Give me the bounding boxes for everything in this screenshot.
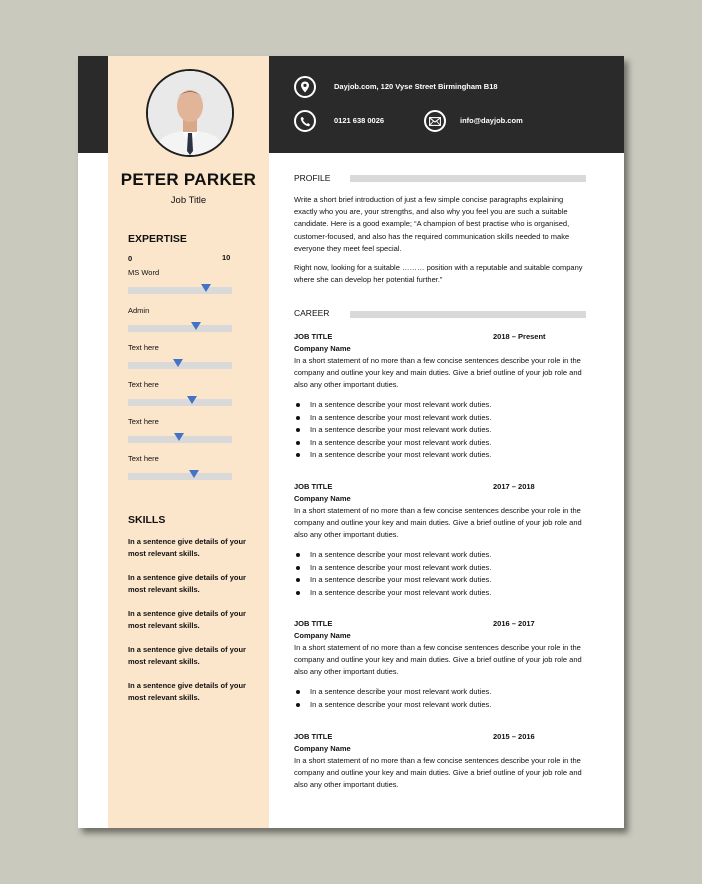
company-name: Company Name <box>294 631 351 640</box>
scale-max: 10 <box>222 253 231 262</box>
duty-item: In a sentence describe your most relevant work duties. <box>310 449 590 462</box>
job-summary: In a short statement of no more than a few concise sentences describe your role in the company and outline your key and main duties. Give a brief outline of your job role and also any other important duties. <box>294 643 582 677</box>
duties-list <box>294 399 590 462</box>
expertise-bar <box>128 362 232 369</box>
job-header <box>294 482 586 491</box>
map-pin-icon <box>294 76 316 98</box>
duty-item: In a sentence describe your most relevant work duties. <box>310 574 590 587</box>
company-name: Company Name <box>294 744 351 753</box>
expertise-label: Text here <box>128 454 159 463</box>
job-dates: 2018 – Present <box>493 332 546 341</box>
expertise-bar <box>128 473 232 480</box>
job-dates: 2017 – 2018 <box>493 482 535 491</box>
job-header <box>294 332 586 341</box>
duties-list <box>294 549 590 599</box>
candidate-job-title: Job Title <box>170 195 207 206</box>
job-header <box>294 619 586 628</box>
job-header <box>294 732 586 741</box>
expertise-bar <box>128 287 232 294</box>
duty-item: In a sentence describe your most relevant work duties. <box>310 699 590 712</box>
profile-heading: PROFILE <box>294 173 331 183</box>
envelope-icon <box>424 110 446 132</box>
job-summary: In a short statement of no more than a few concise sentences describe your role in the company and outline your key and main duties. Give a brief outline of your job role and also any other important duties. <box>294 756 582 790</box>
scale-min: 0 <box>128 254 133 263</box>
skills-heading: SKILLS <box>128 514 166 526</box>
duties-list <box>294 686 590 711</box>
company-name: Company Name <box>294 494 351 503</box>
expertise-bar <box>128 436 232 443</box>
company-name: Company Name <box>294 344 351 353</box>
duty-item: In a sentence describe your most relevant work duties. <box>310 587 590 600</box>
duty-item: In a sentence describe your most relevant work duties. <box>310 549 590 562</box>
expertise-label: MS Word <box>128 268 160 277</box>
expertise-bar <box>128 399 232 406</box>
skill-item: In a sentence give details of your most relevant skills. <box>128 609 246 630</box>
expertise-level-marker <box>173 359 183 367</box>
skill-item: In a sentence give details of your most relevant skills. <box>128 537 246 558</box>
skill-item: In a sentence give details of your most relevant skills. <box>128 573 246 594</box>
duty-item: In a sentence describe your most relevant work duties. <box>310 437 590 450</box>
expertise-level-marker <box>187 396 197 404</box>
expertise-label: Text here <box>128 343 159 352</box>
contact-email: info@dayjob.com <box>460 116 523 125</box>
candidate-name: PETER PARKER <box>120 170 257 189</box>
expertise-level-marker <box>201 284 211 292</box>
expertise-heading: EXPERTISE <box>128 233 187 245</box>
job-title: JOB TITLE <box>294 482 333 491</box>
job-dates: 2015 – 2016 <box>493 732 535 741</box>
job-title: JOB TITLE <box>294 619 333 628</box>
duty-item: In a sentence describe your most relevant work duties. <box>310 399 590 412</box>
profile-rule <box>350 175 586 182</box>
phone-icon <box>294 110 316 132</box>
skill-item: In a sentence give details of your most relevant skills. <box>128 645 246 666</box>
duty-item: In a sentence describe your most relevant work duties. <box>310 412 590 425</box>
duty-item: In a sentence describe your most relevant work duties. <box>310 424 590 437</box>
expertise-bar <box>128 325 232 332</box>
duty-item: In a sentence describe your most relevant work duties. <box>310 686 590 699</box>
profile-photo <box>146 69 234 157</box>
profile-paragraph-1: Write a short brief introduction of just a few simple concise paragraphs explaining exactly who you are, your strengths, and also why you feel you are such a suitable candidate. Here is a good example; “A champion of best practise who is organised, customer-focused, and also has the required communication skills needed to make everyone they meet feel special. <box>294 195 570 253</box>
job-summary: In a short statement of no more than a few concise sentences describe your role in the company and outline your key and main duties. Give a brief outline of your job role and also any other important duties. <box>294 506 582 540</box>
expertise-level-marker <box>191 322 201 330</box>
contact-address: Dayjob.com, 120 Vyse Street Birmingham B18 <box>334 82 498 91</box>
job-summary: In a short statement of no more than a few concise sentences describe your role in the company and outline your key and main duties. Give a brief outline of your job role and also any other important duties. <box>294 356 582 390</box>
job-dates: 2016 – 2017 <box>493 619 535 628</box>
expertise-level-marker <box>174 433 184 441</box>
expertise-label: Text here <box>128 380 159 389</box>
skill-item: In a sentence give details of your most relevant skills. <box>128 681 246 702</box>
resume-page <box>78 56 624 828</box>
job-title: JOB TITLE <box>294 332 333 341</box>
expertise-label: Text here <box>128 417 159 426</box>
profile-paragraph-2: Right now, looking for a suitable ……… position with a reputable and suitable company where she can develop her potential further.” <box>294 263 583 285</box>
job-title: JOB TITLE <box>294 732 333 741</box>
sidebar <box>108 56 269 828</box>
career-rule <box>350 311 586 318</box>
contact-phone: 0121 638 0026 <box>334 116 385 125</box>
duty-item: In a sentence describe your most relevant work duties. <box>310 562 590 575</box>
expertise-level-marker <box>189 470 199 478</box>
career-heading: CAREER <box>294 308 330 318</box>
expertise-label: Admin <box>128 306 150 315</box>
